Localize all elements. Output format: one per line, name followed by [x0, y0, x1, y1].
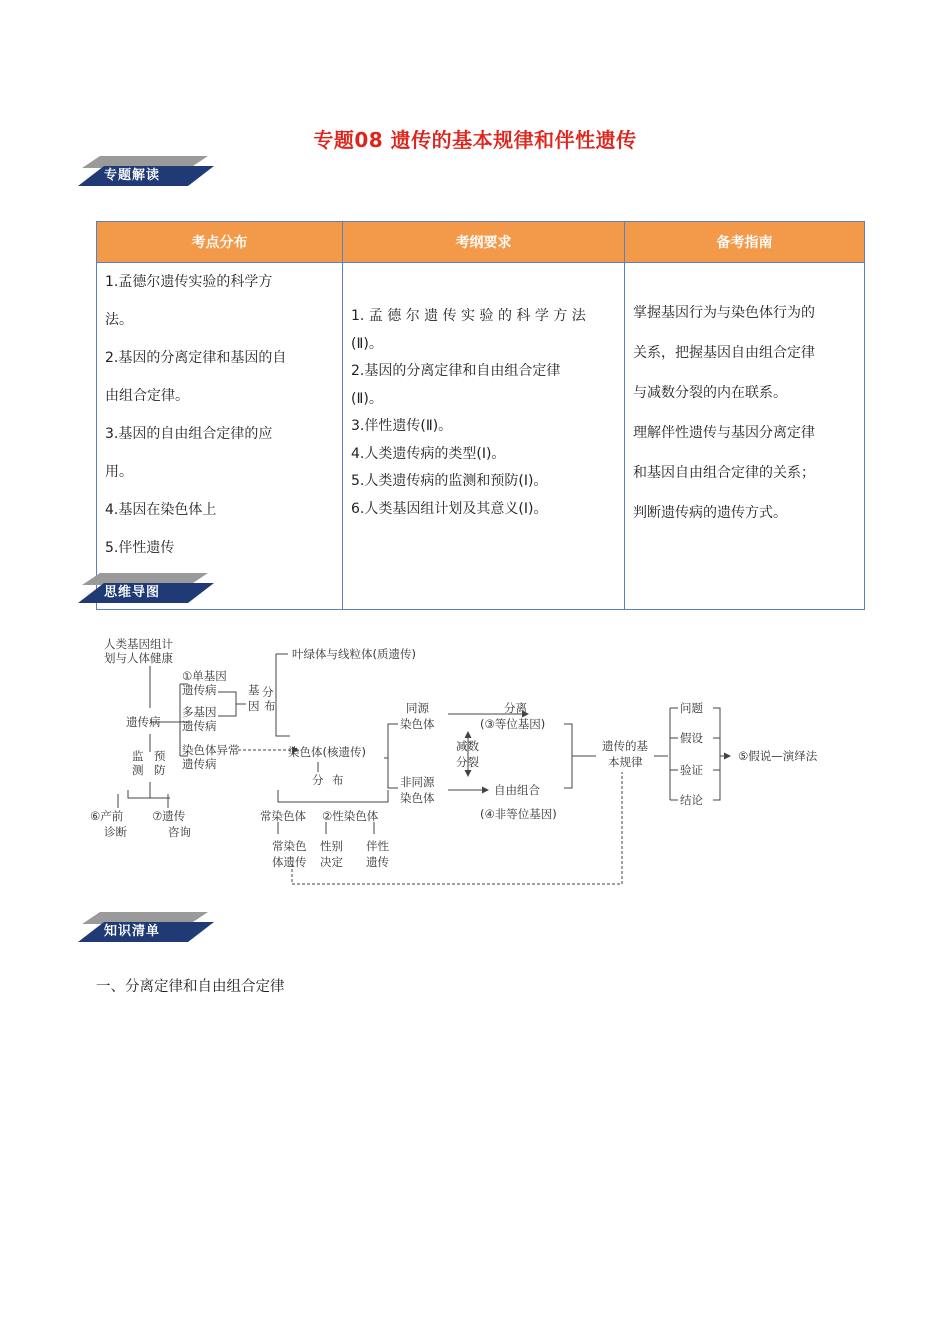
node-sex-chromosome: ②性染色体 — [322, 809, 379, 823]
node-hypothetico-deductive: ⑤假说—演绎法 — [738, 749, 818, 763]
label-distribution-2: 布 — [332, 773, 344, 787]
table-row — [97, 263, 865, 610]
node-multi-gene: 多基因 — [182, 705, 217, 719]
node-basic-laws-2: 本规律 — [608, 755, 643, 769]
node-conclusion: 结论 — [680, 793, 703, 807]
label-meiosis: 减数 — [456, 739, 479, 753]
section-banner-interpretation — [78, 156, 214, 186]
node-verification: 验证 — [680, 763, 703, 777]
label-gene-dist-2: 分 — [262, 685, 274, 699]
section-banner-knowledge — [78, 912, 214, 942]
label-monitor-2: 测 — [132, 763, 144, 777]
node-autosomal-inheritance-2: 体遗传 — [272, 855, 307, 869]
node-prenatal-diagnosis-2: 诊断 — [104, 825, 127, 839]
label-gene-dist-3: 因 — [248, 699, 260, 713]
node-human-genome-2: 划与人体健康 — [104, 651, 173, 665]
list-item: (Ⅱ)。 — [351, 390, 383, 407]
node-chromosome-abnormal: 染色体异常 — [182, 743, 240, 757]
node-sex-linked: 伴性 — [366, 839, 389, 853]
label-monitor: 监 — [132, 749, 144, 763]
node-segregation: 分离 — [504, 701, 527, 715]
list-item: 关系，把握基因自由组合定律 — [633, 345, 815, 361]
header-guide: 备考指南 — [625, 222, 865, 263]
node-nonallele: (④非等位基因) — [480, 807, 557, 821]
node-problem: 问题 — [680, 701, 703, 715]
node-autosome: 常染色体 — [260, 809, 306, 823]
header-requirements: 考纲要求 — [343, 222, 625, 263]
node-basic-laws: 遗传的基 — [602, 739, 648, 753]
banner-label: 知识清单 — [104, 924, 161, 939]
node-homologous: 同源 — [406, 701, 429, 715]
section-banner-mindmap — [78, 573, 214, 603]
node-sex-determination-2: 决定 — [320, 855, 343, 869]
node-allele: (③等位基因) — [480, 717, 546, 731]
label-meiosis-2: 分裂 — [456, 755, 479, 769]
node-free-combination: 自由组合 — [494, 783, 540, 797]
node-prenatal-diagnosis: ⑥产前 — [90, 809, 124, 823]
header-distribution: 考点分布 — [97, 222, 343, 263]
list-item: 1.孟德尔遗传实验的科学方 — [105, 274, 273, 290]
list-item: 3.伴性遗传(Ⅱ)。 — [351, 418, 453, 434]
list-item: 5.伴性遗传 — [105, 540, 175, 556]
node-cytoplasmic-inheritance: 叶绿体与线粒体(质遗传) — [292, 647, 416, 661]
node-hypothesis: 假设 — [680, 731, 703, 745]
list-item: 和基因自由组合定律的关系； — [633, 465, 815, 481]
label-gene-dist: 基 — [248, 683, 260, 697]
node-single-gene-2: 遗传病 — [182, 683, 217, 697]
list-item: 2.基因的分离定律和基因的自 — [105, 350, 287, 366]
label-prevent-2: 防 — [154, 763, 166, 777]
list-item: 1. 孟 德 尔 遗 传 实 验 的 科 学 方 法 — [351, 308, 586, 324]
node-autosomal-inheritance: 常染色 — [272, 839, 307, 853]
node-multi-gene-2: 遗传病 — [182, 719, 217, 733]
node-single-gene: ①单基因 — [182, 669, 227, 683]
banner-label: 思维导图 — [104, 585, 161, 600]
mind-map-diagram — [88, 632, 868, 892]
list-item: 6.人类基因组计划及其意义(Ⅰ)。 — [351, 500, 548, 517]
list-item: 与减数分裂的内在联系。 — [633, 385, 787, 401]
list-item: 3.基因的自由组合定律的应 — [105, 426, 273, 442]
list-item: 掌握基因行为与染色体行为的 — [633, 305, 815, 321]
node-genetic-disease: 遗传病 — [126, 715, 161, 729]
node-sex-determination: 性别 — [320, 839, 343, 853]
node-genetic-counseling: ⑦遗传 — [152, 809, 186, 823]
section-heading: 一、分离定律和自由组合定律 — [96, 979, 285, 995]
banner-label: 专题解读 — [104, 168, 161, 183]
list-item: 法。 — [105, 312, 133, 328]
list-item: (Ⅱ)。 — [351, 335, 383, 352]
table-header-row — [97, 222, 865, 263]
mind-map-labels — [90, 637, 818, 869]
cell-requirements — [343, 263, 625, 610]
list-item: 由组合定律。 — [105, 388, 189, 404]
list-item: 4.人类遗传病的类型(Ⅰ)。 — [351, 445, 506, 462]
node-chromosome: 染色体(核遗传) — [288, 745, 366, 759]
node-nonhomologous: 非同源 — [400, 775, 435, 789]
list-item: 2.基因的分离定律和自由组合定律 — [351, 363, 561, 379]
label-distribution: 分 — [312, 773, 324, 787]
cell-guide — [625, 263, 865, 610]
label-prevent: 预 — [154, 749, 166, 763]
list-item: 用。 — [105, 464, 133, 480]
label-gene-dist-4: 布 — [264, 699, 276, 713]
exam-spec-table — [96, 221, 865, 610]
list-item: 5.人类遗传病的监测和预防(Ⅰ)。 — [351, 473, 548, 489]
list-item: 理解伴性遗传与基因分离定律 — [633, 425, 815, 441]
node-human-genome: 人类基因组计 — [104, 637, 173, 651]
cell-distribution — [97, 263, 343, 610]
node-nonhomologous-2: 染色体 — [400, 791, 435, 805]
page-title: 专题08 遗传的基本规律和伴性遗传 — [313, 128, 637, 152]
node-homologous-2: 染色体 — [400, 717, 435, 731]
node-sex-linked-2: 遗传 — [366, 855, 389, 869]
node-genetic-counseling-2: 咨询 — [168, 825, 191, 839]
node-chromosome-abnormal-2: 遗传病 — [182, 757, 217, 771]
list-item: 判断遗传病的遗传方式。 — [633, 505, 787, 521]
list-item: 4.基因在染色体上 — [105, 502, 217, 518]
